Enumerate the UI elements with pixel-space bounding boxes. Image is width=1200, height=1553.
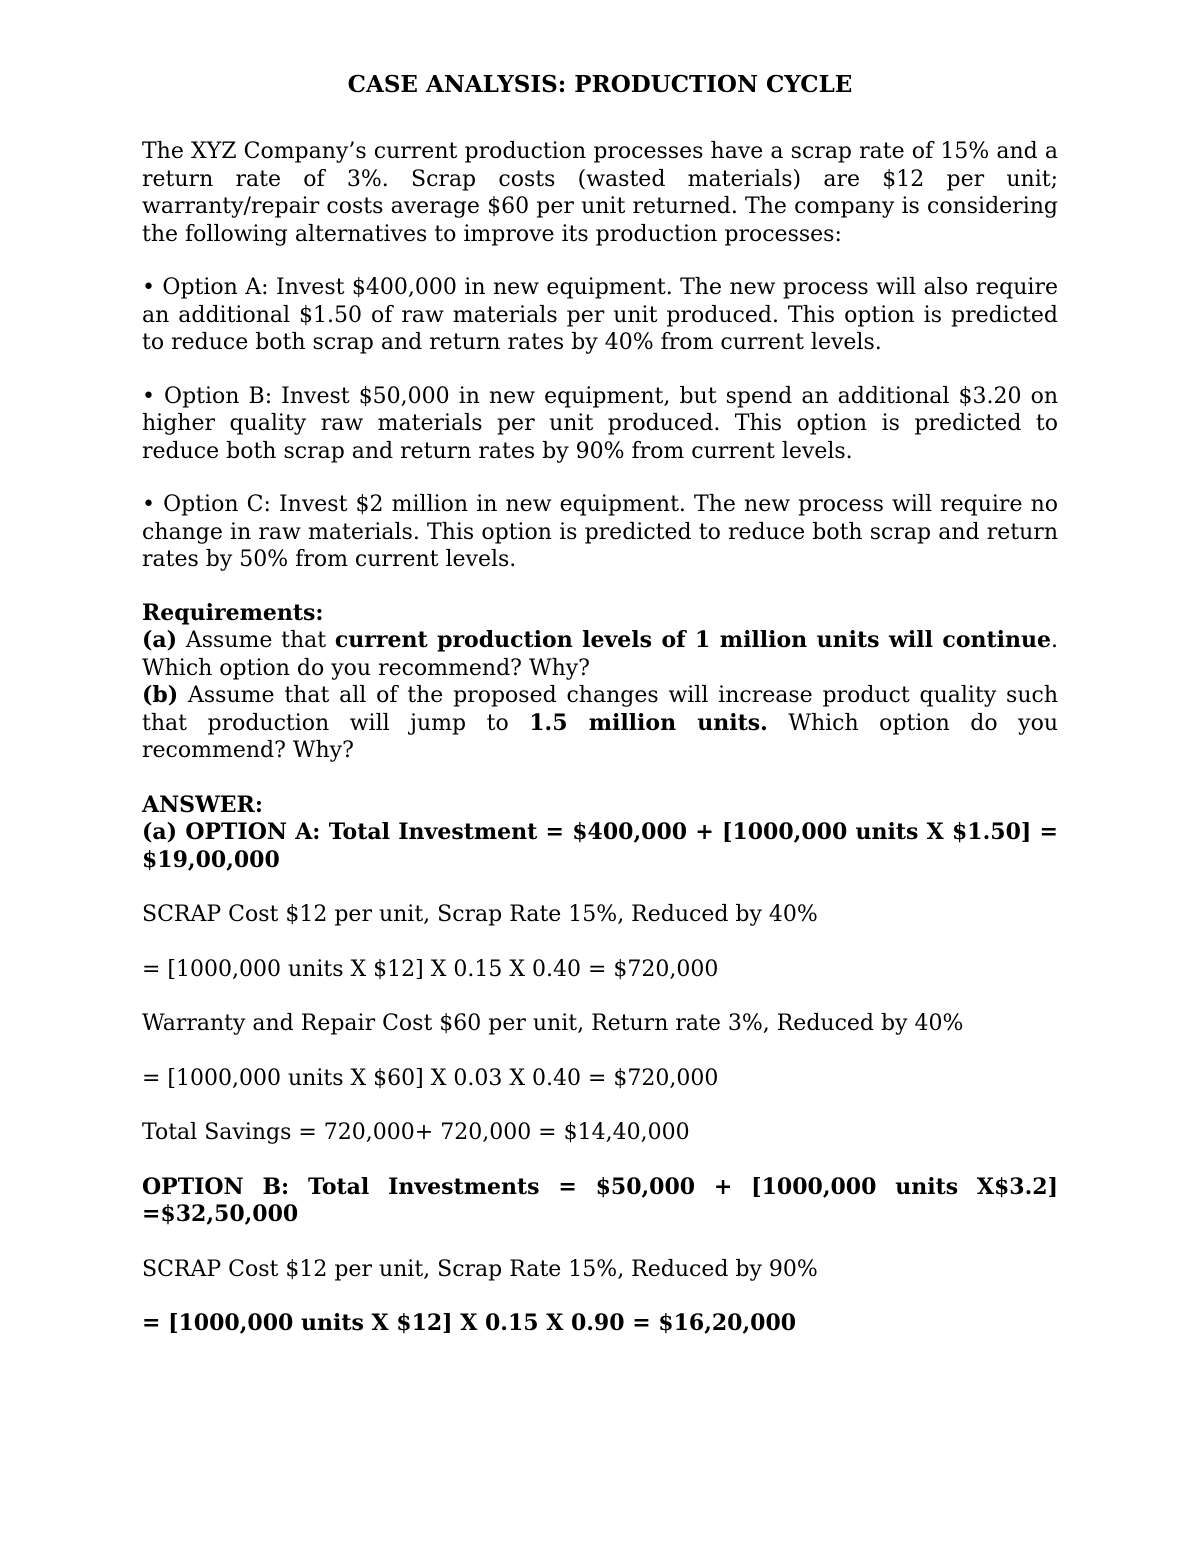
scrap-a-label: SCRAP Cost $12 per unit, Scrap Rate 15%, Reduced by 40% (142, 902, 818, 927)
requirement-b-text-after: Which option do you recommend? Why? (142, 710, 1058, 763)
answer-section (142, 792, 1058, 1338)
requirements-section (142, 600, 1058, 765)
requirement-a-text-before: Assume that (177, 628, 335, 653)
option-b-total-investment: OPTION B: Total Investments = $50,000 + [1000,000 units X$3.2] =$32,50,000 (142, 1173, 1058, 1227)
option-c-paragraph: • Option C: Invest $2 million in new equipment. The new process will require no change in raw materials. This option is predicted to reduce both scrap and return rates by 50% from current levels. (142, 492, 1058, 572)
page-title: CASE ANALYSIS: PRODUCTION CYCLE (347, 71, 853, 98)
requirement-a-label: (a) (142, 627, 178, 653)
requirement-a-text-after: . Which option do you recommend? Why? (142, 628, 1058, 681)
intro-paragraph: The XYZ Company’s current production processes have a scrap rate of 15% and a return rate of 3%. Scrap costs (wasted materials) are $12 per unit; warranty/repair costs average $60 per unit returned. The company is considering the following alternatives to improve its production processes: (142, 139, 1058, 247)
answer-heading: ANSWER: (142, 791, 263, 818)
requirement-b-text-before: Assume that all of the proposed changes will increase product quality such that production will jump to (142, 683, 1058, 736)
warranty-a-label: Warranty and Repair Cost $60 per unit, Return rate 3%, Reduced by 40% (142, 1011, 964, 1036)
scrap-b-calculation: = [1000,000 units X $12] X 0.15 X 0.90 = $16,20,000 (142, 1310, 797, 1336)
requirements-heading: Requirements: (142, 599, 324, 626)
option-a-paragraph: • Option A: Invest $400,000 in new equipment. The new process will also require an additional $1.50 of raw materials per unit produced. This option is predicted to reduce both scrap and return rates by 40% from current levels. (142, 275, 1058, 355)
option-b-paragraph: • Option B: Invest $50,000 in new equipment, but spend an additional $3.20 on higher quality raw materials per unit produced. This option is predicted to reduce both scrap and return rates by 90% from current levels. (142, 383, 1058, 464)
warranty-a-calculation: = [1000,000 units X $60] X 0.03 X 0.40 = $720,000 (142, 1065, 719, 1091)
requirement-b-bold: 1.5 million units. (529, 709, 768, 736)
scrap-a-calculation: = [1000,000 units X $12] X 0.15 X 0.40 = $720,000 (142, 956, 719, 982)
total-savings-a: Total Savings = 720,000+ 720,000 = $14,40,000 (142, 1120, 690, 1145)
requirement-b-label: (b) (142, 682, 179, 708)
scrap-b-label: SCRAP Cost $12 per unit, Scrap Rate 15%, Reduced by 90% (142, 1256, 818, 1282)
option-a-total-investment: (a) OPTION A: Total Investment = $400,000 + [1000,000 units X $1.50] = $19,00,000 (142, 819, 1058, 873)
requirement-b (142, 682, 1058, 765)
requirement-a (142, 627, 1058, 682)
requirement-a-bold: current production levels of 1 million units will continue (334, 627, 1051, 653)
